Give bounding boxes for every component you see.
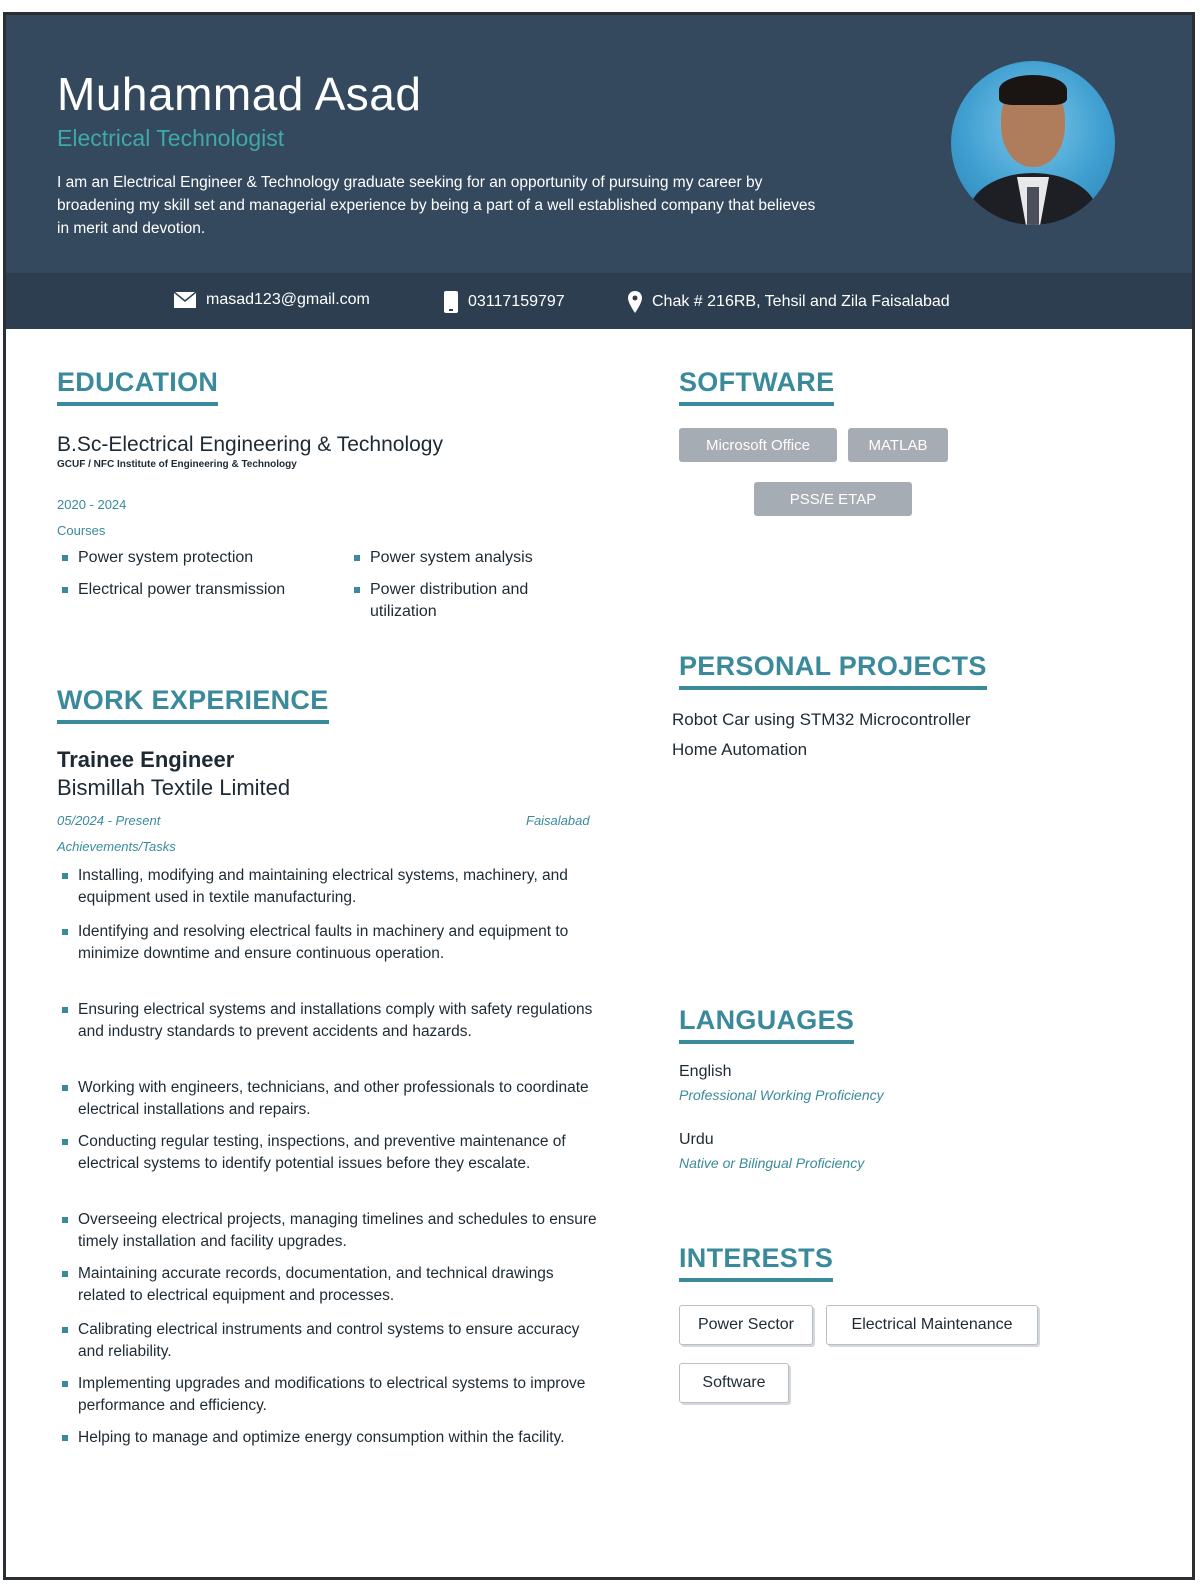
phone-icon: [444, 291, 458, 313]
task-item: Conducting regular testing, inspections, and preventive maintenance of electrical systems to identify potential issues before they escalate.: [78, 1131, 598, 1175]
photo-tie: [1027, 187, 1039, 225]
job-location: Faisalabad: [526, 813, 590, 828]
language-level: Native or Bilingual Proficiency: [679, 1155, 865, 1171]
contact-address-text: Chak # 216RB, Tehsil and Zila Faisalabad: [652, 293, 950, 310]
language-name: English: [679, 1063, 732, 1080]
education-degree: B.Sc-Electrical Engineering & Technology: [57, 433, 443, 456]
task-item: Identifying and resolving electrical faults in machinery and equipment to minimize downtime and ensure continuous operation.: [78, 921, 598, 965]
course-item: Power distribution and utilization: [370, 579, 570, 623]
contact-email-text: masad123@gmail.com: [206, 291, 370, 308]
language-level: Professional Working Proficiency: [679, 1087, 884, 1103]
interest-tag: Electrical Maintenance: [826, 1305, 1038, 1345]
task-item: Helping to manage and optimize energy consumption within the facility.: [78, 1427, 598, 1449]
projects-heading: PERSONAL PROJECTS: [679, 651, 987, 690]
resume-header: [6, 15, 1192, 273]
contact-phone-text: 03117159797: [468, 293, 565, 310]
task-item: Working with engineers, technicians, and other professionals to coordinate electrical installations and repairs.: [78, 1077, 598, 1121]
task-item: Implementing upgrades and modifications to electrical systems to improve performance and efficiency.: [78, 1373, 598, 1417]
software-tag: Microsoft Office: [679, 428, 837, 462]
interests-heading: INTERESTS: [679, 1243, 833, 1282]
profile-photo: [951, 61, 1115, 225]
work-heading: WORK EXPERIENCE: [57, 685, 329, 724]
contact-email[interactable]: [174, 291, 370, 309]
task-item: Maintaining accurate records, documentation, and technical drawings related to electrical equipment and processes.: [78, 1263, 598, 1307]
job-company: Bismillah Textile Limited: [57, 775, 291, 800]
project-item: Home Automation: [672, 740, 808, 759]
course-item: Power system protection: [78, 547, 338, 569]
profile-summary: I am an Electrical Engineer & Technology graduate seeking for an opportunity of pursuing my career by broadening my skill set and managerial experience by being a part of a well established company that believes in merit and devotion.: [57, 174, 816, 237]
candidate-name: Muhammad Asad: [57, 68, 422, 120]
course-item: Power system analysis: [370, 547, 590, 569]
software-tag: PSS/E ETAP: [754, 482, 912, 516]
software-tag: MATLAB: [848, 428, 948, 462]
task-item: Overseeing electrical projects, managing timelines and schedules to ensure timely installation and facility upgrades.: [78, 1209, 598, 1253]
languages-heading: LANGUAGES: [679, 1005, 854, 1044]
education-dates: 2020 - 2024: [57, 497, 127, 512]
task-item: Calibrating electrical instruments and control systems to ensure accuracy and reliability.: [78, 1319, 598, 1363]
photo-hair: [999, 75, 1067, 105]
contact-bar: [6, 273, 1192, 329]
contact-phone[interactable]: [444, 291, 565, 313]
language-name: Urdu: [679, 1131, 714, 1148]
location-pin-icon: [628, 291, 642, 313]
job-title: Trainee Engineer: [57, 747, 235, 772]
task-item: Ensuring electrical systems and installations comply with safety regulations and industry standards to prevent accidents and hazards.: [78, 999, 598, 1043]
project-item: Robot Car using STM32 Microcontroller: [672, 710, 971, 729]
courses-label: Courses: [57, 523, 106, 538]
achievements-label: Achievements/Tasks: [57, 839, 176, 854]
education-heading: EDUCATION: [57, 367, 218, 406]
job-dates: 05/2024 - Present: [57, 813, 161, 828]
resume-page: [3, 12, 1195, 1580]
envelope-icon: [174, 292, 196, 308]
candidate-title: Electrical Technologist: [57, 125, 285, 151]
interest-tag: Software: [679, 1363, 789, 1403]
course-item: Electrical power transmission: [78, 579, 338, 601]
contact-address: [628, 291, 950, 313]
interest-tag: Power Sector: [679, 1305, 813, 1345]
software-heading: SOFTWARE: [679, 367, 834, 406]
education-school: GCUF / NFC Institute of Engineering & Technology: [57, 459, 297, 470]
task-item: Installing, modifying and maintaining electrical systems, machinery, and equipment used in textile manufacturing.: [78, 865, 598, 909]
